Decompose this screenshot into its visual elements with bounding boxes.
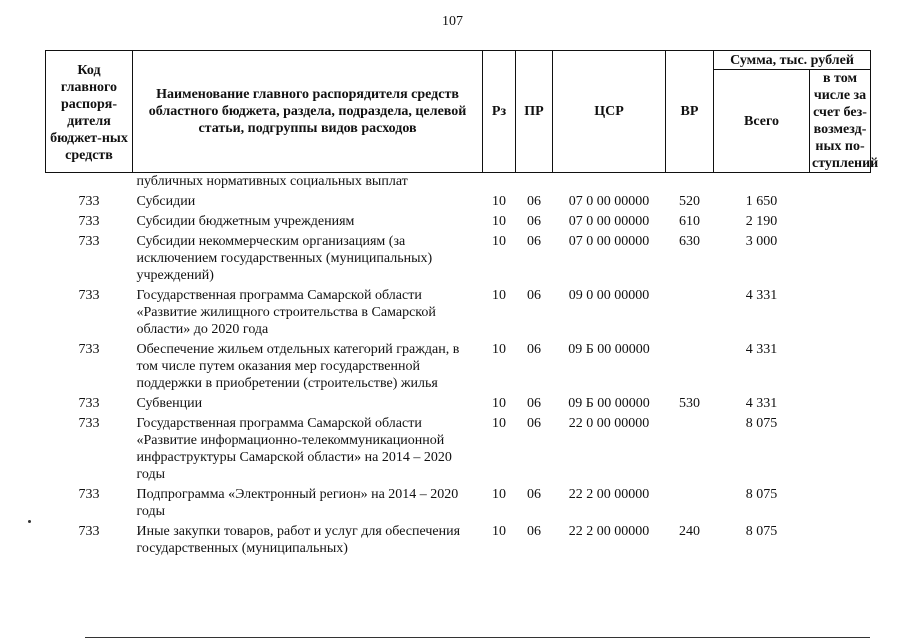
row-total: 4 331 [745, 396, 778, 411]
row-vr [666, 287, 714, 341]
table-row [46, 287, 871, 341]
row-csr: 22 2 00 00000 [568, 524, 650, 539]
row-free [810, 287, 871, 341]
page-number: 107 [442, 14, 463, 29]
row-name: Государственная программа Самарской области «Развитие информационно-телекоммуникационной инфраструктуры Самарской области» на 2014 – 2020 годы [136, 416, 452, 482]
row-name: Субсидии бюджетным учреждениям [136, 214, 355, 229]
row-csr: 07 0 00 00000 [568, 214, 650, 229]
row-rz: 10 [492, 342, 506, 357]
header-rz: Рз [483, 51, 516, 173]
table-row [46, 395, 871, 415]
header-sum: Сумма, тыс. рублей [714, 51, 871, 70]
row-name: Субвенции [136, 396, 203, 411]
row-rz: 10 [492, 234, 506, 249]
row-pr: 06 [527, 396, 541, 411]
row-pr: 06 [527, 487, 541, 502]
row-free [810, 415, 871, 486]
page-bottom-rule [85, 637, 870, 638]
row-pr: 06 [527, 194, 541, 209]
row-csr: 22 0 00 00000 [568, 416, 650, 431]
row-total: 3 000 [745, 234, 778, 249]
table-row [46, 415, 871, 486]
row-total: 2 190 [745, 214, 778, 229]
row-vr [666, 341, 714, 395]
row-total: 4 331 [745, 342, 778, 357]
row-name: Иные закупки товаров, работ и услуг для обеспечения государственных (муниципальных) [136, 524, 461, 556]
row-total [714, 173, 810, 194]
row-rz [483, 173, 516, 194]
scan-speck [28, 520, 31, 523]
row-code: 733 [78, 396, 100, 411]
row-csr [553, 173, 666, 194]
row-csr: 09 0 00 00000 [568, 288, 650, 303]
header-pr: ПР [516, 51, 553, 173]
header-code: Код главного распоря-дителя бюджет-ных средств [46, 51, 133, 173]
row-csr: 07 0 00 00000 [568, 234, 650, 249]
row-name: публичных нормативных социальных выплат [136, 174, 408, 189]
row-pr: 06 [527, 288, 541, 303]
table-row [46, 486, 871, 523]
row-free [810, 193, 871, 213]
row-vr [666, 173, 714, 194]
row-pr: 06 [527, 234, 541, 249]
row-name: Обеспечение жильем отдельных категорий граждан, в том числе путем оказания мер государственной поддержки в приобретении (строительстве) жилья [136, 342, 460, 391]
table-row [46, 341, 871, 395]
row-name: Субсидии [136, 194, 196, 209]
row-free [810, 213, 871, 233]
row-pr: 06 [527, 416, 541, 431]
row-code [46, 173, 133, 194]
header-total: Всего [714, 70, 810, 173]
row-vr: 520 [679, 194, 700, 209]
row-free [810, 233, 871, 287]
row-free [810, 523, 871, 560]
table-row [46, 193, 871, 213]
row-total: 4 331 [745, 288, 778, 303]
header-vr: ВР [666, 51, 714, 173]
row-free [810, 486, 871, 523]
row-total: 8 075 [745, 487, 778, 502]
table-row [46, 233, 871, 287]
row-pr: 06 [527, 342, 541, 357]
header-name: Наименование главного распорядителя средств областного бюджета, раздела, подраздела, целевой статьи, подгруппы видов расходов [133, 51, 483, 173]
row-code: 733 [78, 288, 100, 303]
row-csr: 09 Б 00 00000 [568, 342, 650, 357]
row-rz: 10 [492, 194, 506, 209]
row-rz: 10 [492, 524, 506, 539]
row-vr [666, 415, 714, 486]
row-code: 733 [78, 214, 100, 229]
header-free-receipts: в том числе за счет без-возмезд-ных по-ступлений [810, 70, 871, 173]
row-free [810, 341, 871, 395]
row-code: 733 [78, 524, 100, 539]
row-pr: 06 [527, 214, 541, 229]
row-code: 733 [78, 342, 100, 357]
row-vr [666, 486, 714, 523]
row-csr: 22 2 00 00000 [568, 487, 650, 502]
row-rz: 10 [492, 288, 506, 303]
row-code: 733 [78, 234, 100, 249]
row-rz: 10 [492, 487, 506, 502]
row-free [810, 173, 871, 194]
header-csr: ЦСР [553, 51, 666, 173]
row-code: 733 [78, 487, 100, 502]
table-row [46, 523, 871, 560]
table-row [46, 213, 871, 233]
row-total: 8 075 [745, 524, 778, 539]
row-rz: 10 [492, 214, 506, 229]
row-pr [516, 173, 553, 194]
row-code: 733 [78, 416, 100, 431]
row-name: Субсидии некоммерческим организациям (за исключением государственных (муниципальных) учреждений) [136, 234, 433, 283]
row-rz: 10 [492, 396, 506, 411]
row-name: Подпрограмма «Электронный регион» на 2014 – 2020 годы [136, 487, 459, 519]
row-pr: 06 [527, 524, 541, 539]
row-rz: 10 [492, 416, 506, 431]
row-free [810, 395, 871, 415]
row-csr: 07 0 00 00000 [568, 194, 650, 209]
budget-table [45, 50, 879, 560]
row-csr: 09 Б 00 00000 [568, 396, 650, 411]
row-code: 733 [78, 194, 100, 209]
row-vr: 240 [679, 524, 700, 539]
row-total: 8 075 [745, 416, 778, 431]
row-total: 1 650 [745, 194, 778, 209]
row-vr: 630 [679, 234, 700, 249]
row-vr: 530 [679, 396, 700, 411]
table-row [46, 173, 871, 194]
row-vr: 610 [679, 214, 700, 229]
row-name: Государственная программа Самарской области «Развитие жилищного строительства в Самарской области» до 2020 года [136, 288, 436, 337]
